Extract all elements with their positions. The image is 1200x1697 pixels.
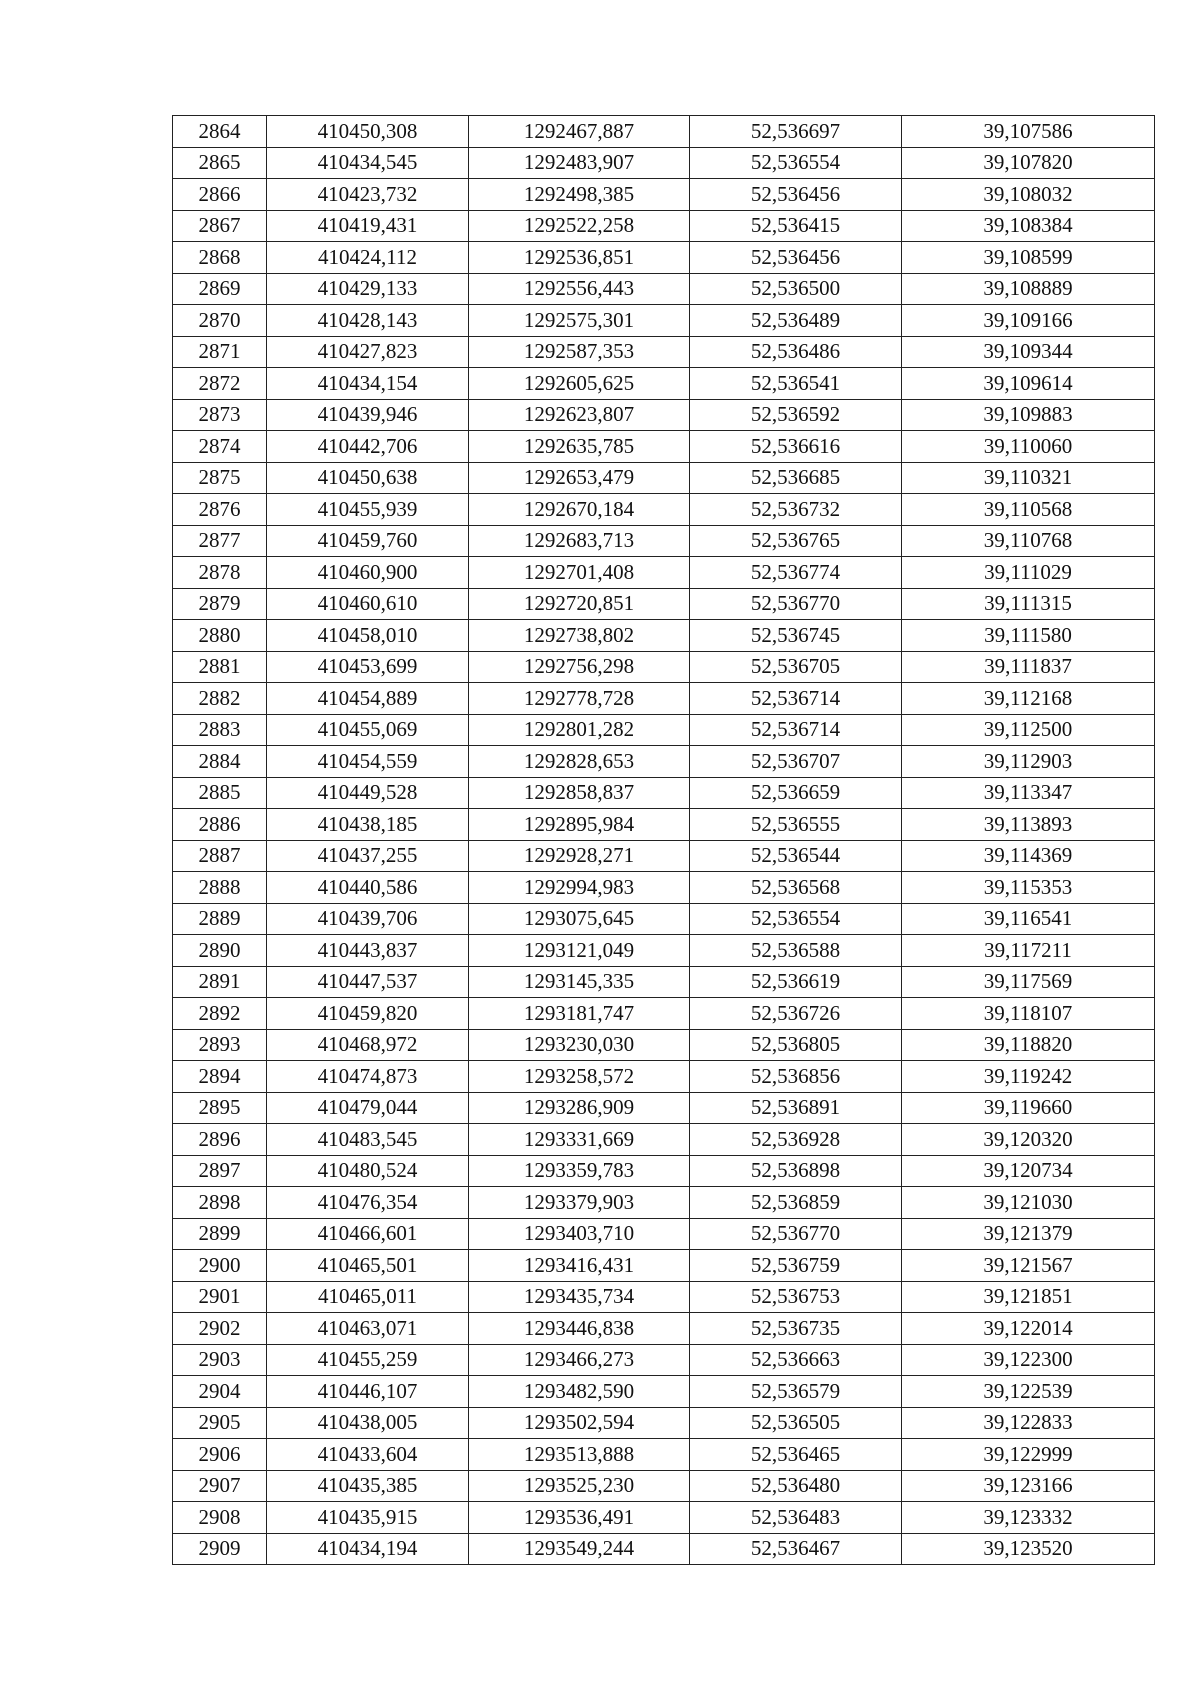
longitude-cell: 39,119660 <box>902 1092 1155 1124</box>
table-row <box>173 935 1155 967</box>
point-number-cell: 2891 <box>173 966 267 998</box>
x-coordinate-cell: 410476,354 <box>267 1187 469 1219</box>
table-row <box>173 872 1155 904</box>
latitude-cell: 52,536714 <box>690 683 902 715</box>
x-coordinate-cell: 410454,559 <box>267 746 469 778</box>
point-number-cell: 2867 <box>173 210 267 242</box>
latitude-cell: 52,536505 <box>690 1407 902 1439</box>
table-row <box>173 1344 1155 1376</box>
point-number-cell: 2873 <box>173 399 267 431</box>
table-row <box>173 1061 1155 1093</box>
x-coordinate-cell: 410465,501 <box>267 1250 469 1282</box>
table-row <box>173 273 1155 305</box>
table-row <box>173 1407 1155 1439</box>
longitude-cell: 39,110060 <box>902 431 1155 463</box>
x-coordinate-cell: 410449,528 <box>267 777 469 809</box>
x-coordinate-cell: 410480,524 <box>267 1155 469 1187</box>
latitude-cell: 52,536685 <box>690 462 902 494</box>
x-coordinate-cell: 410460,900 <box>267 557 469 589</box>
latitude-cell: 52,536465 <box>690 1439 902 1471</box>
point-number-cell: 2877 <box>173 525 267 557</box>
point-number-cell: 2907 <box>173 1470 267 1502</box>
longitude-cell: 39,122014 <box>902 1313 1155 1345</box>
table-row <box>173 1218 1155 1250</box>
y-coordinate-cell: 1292895,984 <box>469 809 690 841</box>
point-number-cell: 2874 <box>173 431 267 463</box>
table-row <box>173 1155 1155 1187</box>
latitude-cell: 52,536555 <box>690 809 902 841</box>
y-coordinate-cell: 1292683,713 <box>469 525 690 557</box>
longitude-cell: 39,123520 <box>902 1533 1155 1565</box>
y-coordinate-cell: 1292828,653 <box>469 746 690 778</box>
point-number-cell: 2876 <box>173 494 267 526</box>
y-coordinate-cell: 1293286,909 <box>469 1092 690 1124</box>
y-coordinate-cell: 1293502,594 <box>469 1407 690 1439</box>
point-number-cell: 2903 <box>173 1344 267 1376</box>
x-coordinate-cell: 410439,706 <box>267 903 469 935</box>
x-coordinate-cell: 410440,586 <box>267 872 469 904</box>
table-row <box>173 683 1155 715</box>
x-coordinate-cell: 410468,972 <box>267 1029 469 1061</box>
x-coordinate-cell: 410434,545 <box>267 147 469 179</box>
table-row <box>173 210 1155 242</box>
y-coordinate-cell: 1293549,244 <box>469 1533 690 1565</box>
y-coordinate-cell: 1292483,907 <box>469 147 690 179</box>
table-row <box>173 651 1155 683</box>
latitude-cell: 52,536753 <box>690 1281 902 1313</box>
table-row <box>173 840 1155 872</box>
table-row <box>173 431 1155 463</box>
latitude-cell: 52,536770 <box>690 588 902 620</box>
latitude-cell: 52,536774 <box>690 557 902 589</box>
longitude-cell: 39,108384 <box>902 210 1155 242</box>
point-number-cell: 2900 <box>173 1250 267 1282</box>
longitude-cell: 39,110568 <box>902 494 1155 526</box>
longitude-cell: 39,118820 <box>902 1029 1155 1061</box>
y-coordinate-cell: 1293403,710 <box>469 1218 690 1250</box>
latitude-cell: 52,536554 <box>690 903 902 935</box>
point-number-cell: 2880 <box>173 620 267 652</box>
x-coordinate-cell: 410463,071 <box>267 1313 469 1345</box>
y-coordinate-cell: 1293435,734 <box>469 1281 690 1313</box>
y-coordinate-cell: 1293331,669 <box>469 1124 690 1156</box>
table-row <box>173 1250 1155 1282</box>
x-coordinate-cell: 410433,604 <box>267 1439 469 1471</box>
point-number-cell: 2894 <box>173 1061 267 1093</box>
latitude-cell: 52,536486 <box>690 336 902 368</box>
latitude-cell: 52,536805 <box>690 1029 902 1061</box>
latitude-cell: 52,536456 <box>690 179 902 211</box>
point-number-cell: 2901 <box>173 1281 267 1313</box>
latitude-cell: 52,536891 <box>690 1092 902 1124</box>
latitude-cell: 52,536745 <box>690 620 902 652</box>
x-coordinate-cell: 410446,107 <box>267 1376 469 1408</box>
x-coordinate-cell: 410435,915 <box>267 1502 469 1534</box>
latitude-cell: 52,536928 <box>690 1124 902 1156</box>
point-number-cell: 2904 <box>173 1376 267 1408</box>
x-coordinate-cell: 410443,837 <box>267 935 469 967</box>
latitude-cell: 52,536568 <box>690 872 902 904</box>
x-coordinate-cell: 410483,545 <box>267 1124 469 1156</box>
point-number-cell: 2892 <box>173 998 267 1030</box>
latitude-cell: 52,536415 <box>690 210 902 242</box>
point-number-cell: 2890 <box>173 935 267 967</box>
table-row <box>173 305 1155 337</box>
longitude-cell: 39,109614 <box>902 368 1155 400</box>
table-row <box>173 525 1155 557</box>
point-number-cell: 2888 <box>173 872 267 904</box>
table-row <box>173 368 1155 400</box>
latitude-cell: 52,536759 <box>690 1250 902 1282</box>
y-coordinate-cell: 1292635,785 <box>469 431 690 463</box>
y-coordinate-cell: 1293359,783 <box>469 1155 690 1187</box>
point-number-cell: 2905 <box>173 1407 267 1439</box>
x-coordinate-cell: 410455,069 <box>267 714 469 746</box>
longitude-cell: 39,107820 <box>902 147 1155 179</box>
table-row <box>173 809 1155 841</box>
y-coordinate-cell: 1292653,479 <box>469 462 690 494</box>
table-row <box>173 1029 1155 1061</box>
longitude-cell: 39,121030 <box>902 1187 1155 1219</box>
x-coordinate-cell: 410442,706 <box>267 431 469 463</box>
point-number-cell: 2908 <box>173 1502 267 1534</box>
y-coordinate-cell: 1293513,888 <box>469 1439 690 1471</box>
longitude-cell: 39,122833 <box>902 1407 1155 1439</box>
point-number-cell: 2909 <box>173 1533 267 1565</box>
y-coordinate-cell: 1292575,301 <box>469 305 690 337</box>
longitude-cell: 39,112903 <box>902 746 1155 778</box>
point-number-cell: 2871 <box>173 336 267 368</box>
longitude-cell: 39,122999 <box>902 1439 1155 1471</box>
longitude-cell: 39,109166 <box>902 305 1155 337</box>
table-row <box>173 620 1155 652</box>
table-row <box>173 1313 1155 1345</box>
y-coordinate-cell: 1293258,572 <box>469 1061 690 1093</box>
point-number-cell: 2868 <box>173 242 267 274</box>
table-row <box>173 966 1155 998</box>
table-row <box>173 557 1155 589</box>
x-coordinate-cell: 410447,537 <box>267 966 469 998</box>
y-coordinate-cell: 1292605,625 <box>469 368 690 400</box>
coordinates-table-body <box>173 116 1155 1565</box>
y-coordinate-cell: 1292738,802 <box>469 620 690 652</box>
table-row <box>173 777 1155 809</box>
table-row <box>173 462 1155 494</box>
x-coordinate-cell: 410479,044 <box>267 1092 469 1124</box>
longitude-cell: 39,108599 <box>902 242 1155 274</box>
longitude-cell: 39,123332 <box>902 1502 1155 1534</box>
point-number-cell: 2883 <box>173 714 267 746</box>
latitude-cell: 52,536456 <box>690 242 902 274</box>
x-coordinate-cell: 410466,601 <box>267 1218 469 1250</box>
table-row <box>173 746 1155 778</box>
latitude-cell: 52,536588 <box>690 935 902 967</box>
y-coordinate-cell: 1293466,273 <box>469 1344 690 1376</box>
y-coordinate-cell: 1292670,184 <box>469 494 690 526</box>
table-row <box>173 1502 1155 1534</box>
longitude-cell: 39,111315 <box>902 588 1155 620</box>
longitude-cell: 39,108032 <box>902 179 1155 211</box>
y-coordinate-cell: 1293482,590 <box>469 1376 690 1408</box>
longitude-cell: 39,109344 <box>902 336 1155 368</box>
longitude-cell: 39,120734 <box>902 1155 1155 1187</box>
table-row <box>173 1187 1155 1219</box>
longitude-cell: 39,109883 <box>902 399 1155 431</box>
latitude-cell: 52,536554 <box>690 147 902 179</box>
latitude-cell: 52,536489 <box>690 305 902 337</box>
latitude-cell: 52,536483 <box>690 1502 902 1534</box>
longitude-cell: 39,116541 <box>902 903 1155 935</box>
longitude-cell: 39,119242 <box>902 1061 1155 1093</box>
x-coordinate-cell: 410419,431 <box>267 210 469 242</box>
point-number-cell: 2882 <box>173 683 267 715</box>
x-coordinate-cell: 410455,259 <box>267 1344 469 1376</box>
x-coordinate-cell: 410455,939 <box>267 494 469 526</box>
y-coordinate-cell: 1292587,353 <box>469 336 690 368</box>
table-row <box>173 1092 1155 1124</box>
x-coordinate-cell: 410459,760 <box>267 525 469 557</box>
y-coordinate-cell: 1293525,230 <box>469 1470 690 1502</box>
y-coordinate-cell: 1292522,258 <box>469 210 690 242</box>
y-coordinate-cell: 1292536,851 <box>469 242 690 274</box>
x-coordinate-cell: 410459,820 <box>267 998 469 1030</box>
x-coordinate-cell: 410434,194 <box>267 1533 469 1565</box>
y-coordinate-cell: 1293379,903 <box>469 1187 690 1219</box>
point-number-cell: 2869 <box>173 273 267 305</box>
longitude-cell: 39,123166 <box>902 1470 1155 1502</box>
x-coordinate-cell: 410427,823 <box>267 336 469 368</box>
latitude-cell: 52,536659 <box>690 777 902 809</box>
y-coordinate-cell: 1292928,271 <box>469 840 690 872</box>
point-number-cell: 2878 <box>173 557 267 589</box>
table-row <box>173 147 1155 179</box>
table-row <box>173 116 1155 148</box>
point-number-cell: 2872 <box>173 368 267 400</box>
x-coordinate-cell: 410460,610 <box>267 588 469 620</box>
point-number-cell: 2902 <box>173 1313 267 1345</box>
y-coordinate-cell: 1292778,728 <box>469 683 690 715</box>
table-row <box>173 1124 1155 1156</box>
latitude-cell: 52,536616 <box>690 431 902 463</box>
y-coordinate-cell: 1292498,385 <box>469 179 690 211</box>
point-number-cell: 2897 <box>173 1155 267 1187</box>
longitude-cell: 39,120320 <box>902 1124 1155 1156</box>
table-row <box>173 242 1155 274</box>
point-number-cell: 2865 <box>173 147 267 179</box>
x-coordinate-cell: 410474,873 <box>267 1061 469 1093</box>
table-row <box>173 1470 1155 1502</box>
x-coordinate-cell: 410434,154 <box>267 368 469 400</box>
longitude-cell: 39,113893 <box>902 809 1155 841</box>
x-coordinate-cell: 410437,255 <box>267 840 469 872</box>
latitude-cell: 52,536619 <box>690 966 902 998</box>
point-number-cell: 2879 <box>173 588 267 620</box>
point-number-cell: 2893 <box>173 1029 267 1061</box>
x-coordinate-cell: 410423,732 <box>267 179 469 211</box>
latitude-cell: 52,536541 <box>690 368 902 400</box>
y-coordinate-cell: 1293536,491 <box>469 1502 690 1534</box>
x-coordinate-cell: 410439,946 <box>267 399 469 431</box>
longitude-cell: 39,108889 <box>902 273 1155 305</box>
table-row <box>173 1376 1155 1408</box>
latitude-cell: 52,536467 <box>690 1533 902 1565</box>
y-coordinate-cell: 1293075,645 <box>469 903 690 935</box>
table-row <box>173 588 1155 620</box>
x-coordinate-cell: 410438,185 <box>267 809 469 841</box>
longitude-cell: 39,121567 <box>902 1250 1155 1282</box>
y-coordinate-cell: 1293145,335 <box>469 966 690 998</box>
latitude-cell: 52,536592 <box>690 399 902 431</box>
x-coordinate-cell: 410438,005 <box>267 1407 469 1439</box>
latitude-cell: 52,536705 <box>690 651 902 683</box>
longitude-cell: 39,117211 <box>902 935 1155 967</box>
x-coordinate-cell: 410435,385 <box>267 1470 469 1502</box>
point-number-cell: 2875 <box>173 462 267 494</box>
longitude-cell: 39,114369 <box>902 840 1155 872</box>
x-coordinate-cell: 410428,143 <box>267 305 469 337</box>
table-row <box>173 998 1155 1030</box>
y-coordinate-cell: 1292801,282 <box>469 714 690 746</box>
longitude-cell: 39,111837 <box>902 651 1155 683</box>
longitude-cell: 39,112168 <box>902 683 1155 715</box>
x-coordinate-cell: 410450,638 <box>267 462 469 494</box>
x-coordinate-cell: 410424,112 <box>267 242 469 274</box>
point-number-cell: 2885 <box>173 777 267 809</box>
y-coordinate-cell: 1292701,408 <box>469 557 690 589</box>
point-number-cell: 2886 <box>173 809 267 841</box>
point-number-cell: 2906 <box>173 1439 267 1471</box>
point-number-cell: 2896 <box>173 1124 267 1156</box>
latitude-cell: 52,536856 <box>690 1061 902 1093</box>
point-number-cell: 2899 <box>173 1218 267 1250</box>
x-coordinate-cell: 410429,133 <box>267 273 469 305</box>
latitude-cell: 52,536707 <box>690 746 902 778</box>
longitude-cell: 39,111580 <box>902 620 1155 652</box>
table-row <box>173 1533 1155 1565</box>
table-row <box>173 399 1155 431</box>
x-coordinate-cell: 410454,889 <box>267 683 469 715</box>
y-coordinate-cell: 1292858,837 <box>469 777 690 809</box>
longitude-cell: 39,122539 <box>902 1376 1155 1408</box>
point-number-cell: 2884 <box>173 746 267 778</box>
latitude-cell: 52,536579 <box>690 1376 902 1408</box>
latitude-cell: 52,536480 <box>690 1470 902 1502</box>
latitude-cell: 52,536714 <box>690 714 902 746</box>
longitude-cell: 39,112500 <box>902 714 1155 746</box>
longitude-cell: 39,115353 <box>902 872 1155 904</box>
y-coordinate-cell: 1293416,431 <box>469 1250 690 1282</box>
point-number-cell: 2889 <box>173 903 267 935</box>
x-coordinate-cell: 410458,010 <box>267 620 469 652</box>
y-coordinate-cell: 1292720,851 <box>469 588 690 620</box>
y-coordinate-cell: 1292467,887 <box>469 116 690 148</box>
y-coordinate-cell: 1292556,443 <box>469 273 690 305</box>
table-row <box>173 494 1155 526</box>
longitude-cell: 39,113347 <box>902 777 1155 809</box>
y-coordinate-cell: 1293446,838 <box>469 1313 690 1345</box>
table-row <box>173 1281 1155 1313</box>
latitude-cell: 52,536500 <box>690 273 902 305</box>
longitude-cell: 39,121851 <box>902 1281 1155 1313</box>
latitude-cell: 52,536697 <box>690 116 902 148</box>
point-number-cell: 2895 <box>173 1092 267 1124</box>
longitude-cell: 39,110321 <box>902 462 1155 494</box>
y-coordinate-cell: 1293181,747 <box>469 998 690 1030</box>
point-number-cell: 2864 <box>173 116 267 148</box>
latitude-cell: 52,536726 <box>690 998 902 1030</box>
y-coordinate-cell: 1293230,030 <box>469 1029 690 1061</box>
x-coordinate-cell: 410453,699 <box>267 651 469 683</box>
x-coordinate-cell: 410450,308 <box>267 116 469 148</box>
x-coordinate-cell: 410465,011 <box>267 1281 469 1313</box>
point-number-cell: 2898 <box>173 1187 267 1219</box>
table-row <box>173 336 1155 368</box>
point-number-cell: 2887 <box>173 840 267 872</box>
longitude-cell: 39,111029 <box>902 557 1155 589</box>
longitude-cell: 39,110768 <box>902 525 1155 557</box>
latitude-cell: 52,536663 <box>690 1344 902 1376</box>
coordinates-table <box>172 115 1155 1565</box>
latitude-cell: 52,536898 <box>690 1155 902 1187</box>
latitude-cell: 52,536735 <box>690 1313 902 1345</box>
point-number-cell: 2870 <box>173 305 267 337</box>
point-number-cell: 2881 <box>173 651 267 683</box>
y-coordinate-cell: 1292994,983 <box>469 872 690 904</box>
table-row <box>173 1439 1155 1471</box>
point-number-cell: 2866 <box>173 179 267 211</box>
longitude-cell: 39,122300 <box>902 1344 1155 1376</box>
latitude-cell: 52,536770 <box>690 1218 902 1250</box>
latitude-cell: 52,536732 <box>690 494 902 526</box>
table-row <box>173 903 1155 935</box>
longitude-cell: 39,117569 <box>902 966 1155 998</box>
table-row <box>173 179 1155 211</box>
table-row <box>173 714 1155 746</box>
longitude-cell: 39,107586 <box>902 116 1155 148</box>
latitude-cell: 52,536859 <box>690 1187 902 1219</box>
y-coordinate-cell: 1292756,298 <box>469 651 690 683</box>
longitude-cell: 39,118107 <box>902 998 1155 1030</box>
latitude-cell: 52,536765 <box>690 525 902 557</box>
y-coordinate-cell: 1292623,807 <box>469 399 690 431</box>
latitude-cell: 52,536544 <box>690 840 902 872</box>
longitude-cell: 39,121379 <box>902 1218 1155 1250</box>
y-coordinate-cell: 1293121,049 <box>469 935 690 967</box>
